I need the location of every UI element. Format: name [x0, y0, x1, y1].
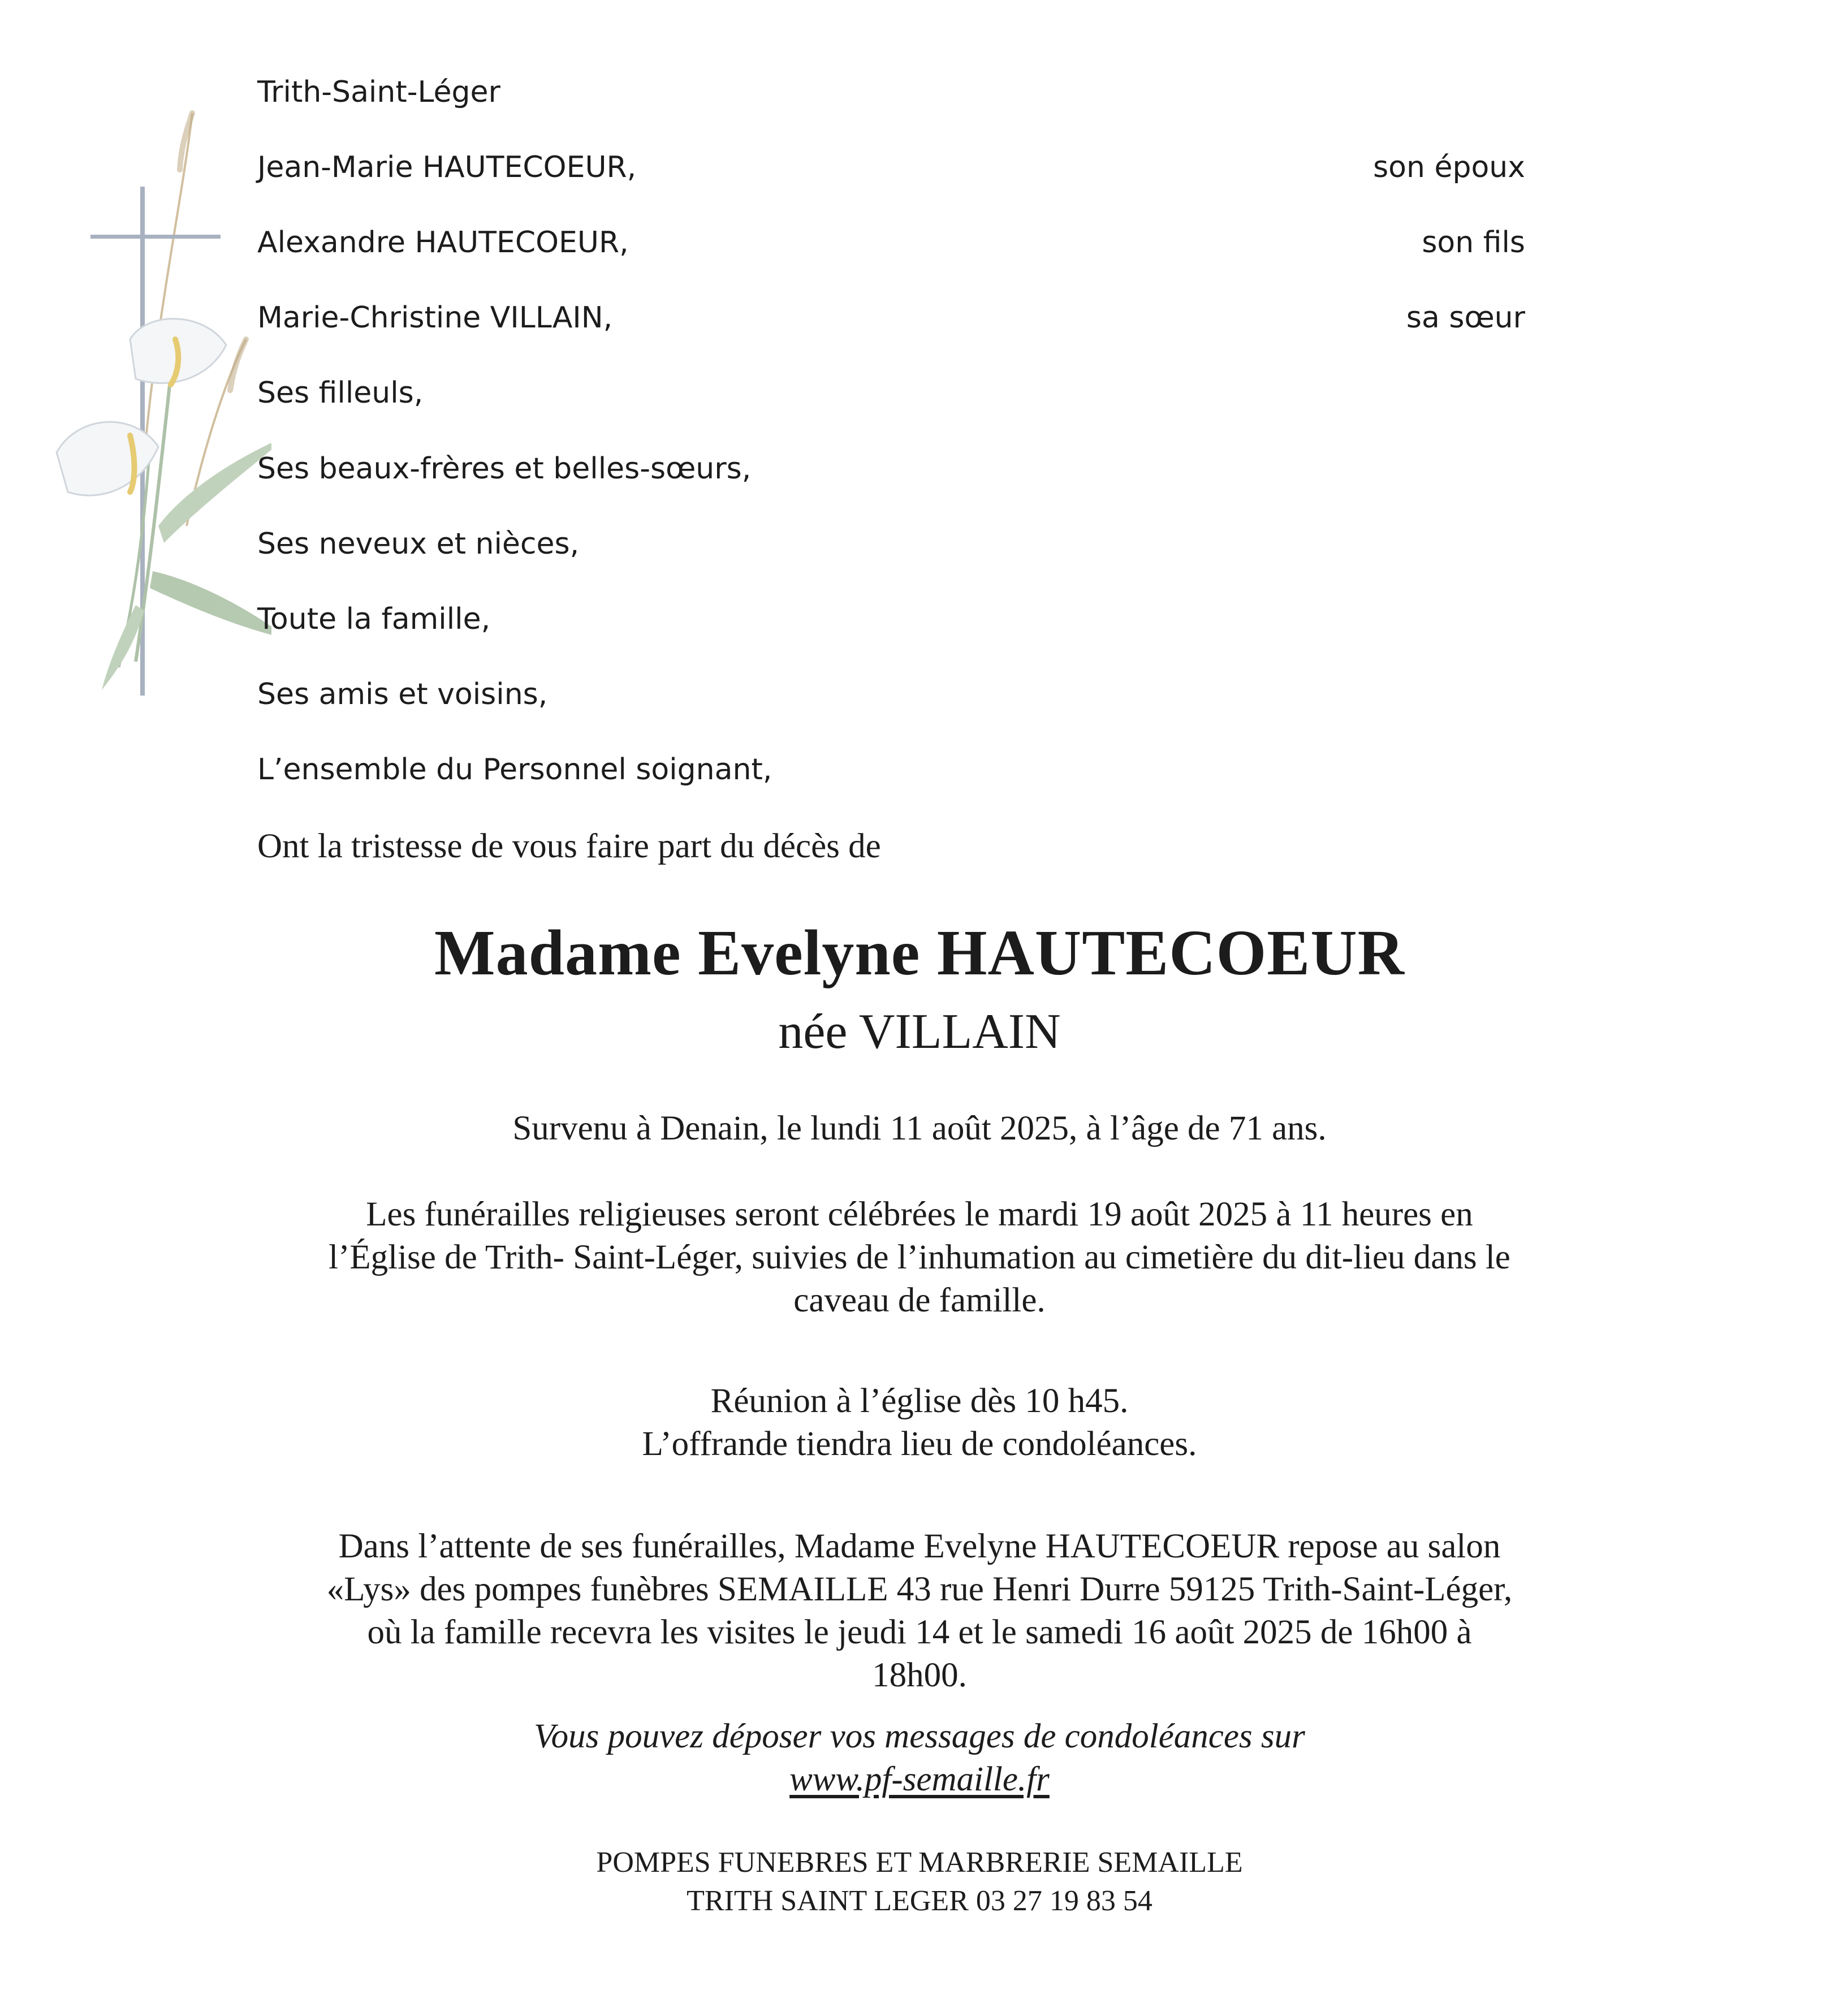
funeral-line: caveau de famille.: [793, 1281, 1046, 1319]
family-member-relation: son fils: [1422, 226, 1525, 260]
family-member-name: L’ensemble du Personnel soignant,: [257, 753, 772, 787]
family-member-name: Marie-Christine VILLAIN,: [257, 301, 613, 335]
visiting-line: 18h00.: [872, 1656, 967, 1694]
visiting-line: Dans l’attente de ses funérailles, Madame Evelyne HAUTECOEUR repose au salon: [338, 1527, 1501, 1565]
family-member-name: Ses neveux et nièces,: [257, 527, 580, 561]
family-member-relation: sa sœur: [1406, 301, 1525, 335]
condolence-website-link[interactable]: www.pf-semaille.fr: [789, 1760, 1050, 1798]
family-member-name: Jean-Marie HAUTECOEUR,: [257, 150, 637, 184]
funeral-line: l’Église de Trith- Saint-Léger, suivies de l’inhumation au cimetière du dit-lieu dans le: [329, 1238, 1510, 1276]
cross-lily-wheat-icon: [23, 96, 271, 696]
deceased-name: Madame Evelyne HAUTECOEUR: [434, 917, 1405, 988]
death-info: Survenu à Denain, le lundi 11 août 2025, à l’âge de 71 ans.: [512, 1110, 1327, 1147]
family-member-name: Ses filleuls,: [257, 376, 424, 410]
visiting-line: «Lys» des pompes funèbres SEMAILLE 43 rue Henri Durre 59125 Trith-Saint-Léger,: [326, 1570, 1513, 1608]
announcement-intro: Ont la tristesse de vous faire part du décès de: [257, 827, 881, 865]
family-member-name: Ses beaux-frères et belles-sœurs,: [257, 452, 752, 486]
meeting-info: Réunion à l’église dès 10 h45.: [710, 1382, 1129, 1420]
maiden-name: née VILLAIN: [778, 1004, 1061, 1059]
family-member-name: Ses amis et voisins,: [257, 677, 548, 711]
funeral-line: Les funérailles religieuses seront célébrées le mardi 19 août 2025 à 11 heures en: [366, 1195, 1473, 1233]
offering-info: L’offrande tiendra lieu de condoléances.: [642, 1425, 1197, 1463]
family-member-name: Alexandre HAUTECOEUR,: [257, 226, 629, 260]
company-address: TRITH SAINT LEGER 03 27 19 83 54: [687, 1885, 1152, 1917]
family-member-name: Toute la famille,: [257, 602, 491, 636]
visiting-line: où la famille recevra les visites le jeudi 14 et le samedi 16 août 2025 de 16h00 à: [367, 1613, 1472, 1651]
funeral-info: [170, 1193, 1669, 1322]
town-heading: Trith-Saint-Léger: [257, 75, 500, 109]
family-member-relation: son époux: [1373, 150, 1525, 184]
visiting-info: [170, 1525, 1669, 1697]
company-name: POMPES FUNEBRES ET MARBRERIE SEMAILLE: [596, 1846, 1243, 1879]
condolence-note: Vous pouvez déposer vos messages de condoléances sur: [534, 1717, 1305, 1755]
